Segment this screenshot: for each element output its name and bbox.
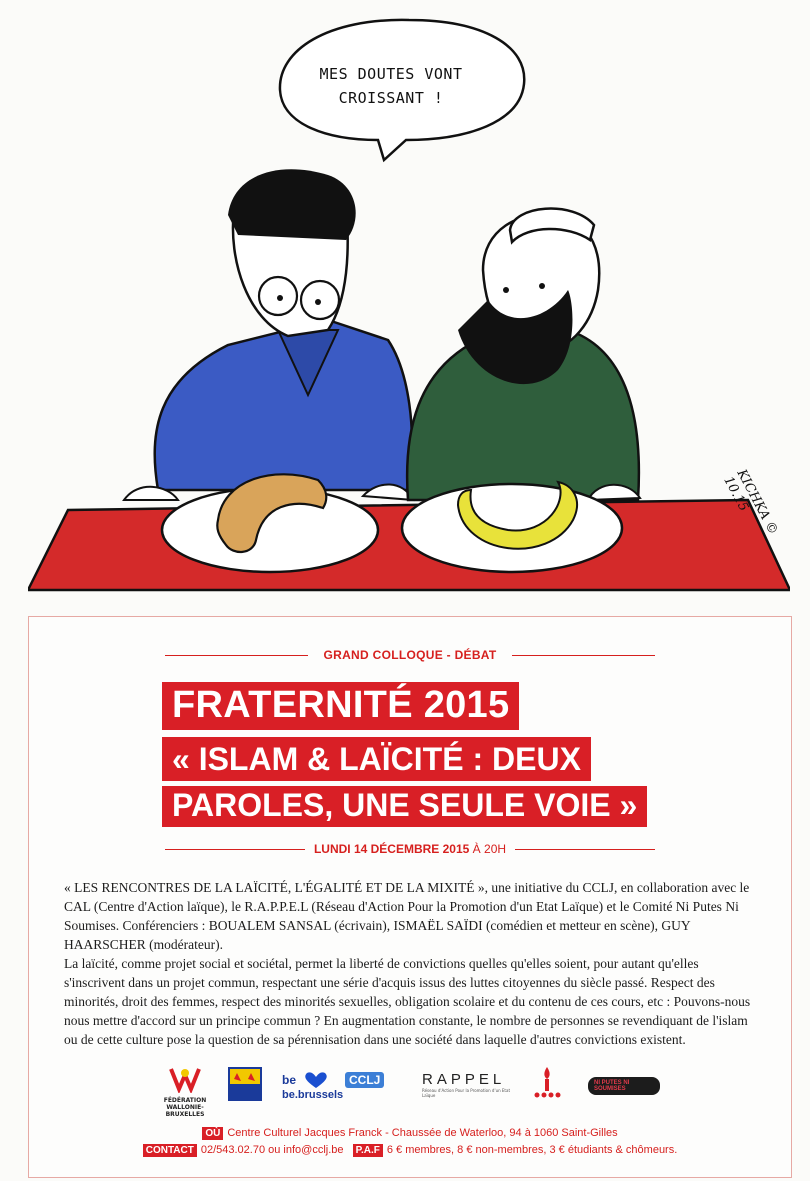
- logo-brussels-region: [228, 1067, 262, 1105]
- tag-paf: P.A.F: [353, 1144, 383, 1157]
- event-eyebrow: GRAND COLLOQUE - DÉBAT: [165, 648, 655, 662]
- location-text: Centre Culturel Jacques Franck - Chaussée de Waterloo, 94 à 1060 Saint-Gilles: [227, 1127, 618, 1139]
- federation-icon: [167, 1065, 203, 1093]
- logo-cclj: CCLJ: [345, 1069, 384, 1088]
- logo-rappel: RAPPEL Réseau d'Action Pour la Promotion d'un Etat Laïque: [422, 1071, 511, 1098]
- speech-text: [296, 62, 486, 110]
- partner-logos: [160, 1065, 660, 1118]
- event-description: [64, 878, 754, 1049]
- plate-right: [402, 484, 622, 572]
- speech-line-2: CROISSANT !: [338, 89, 444, 107]
- crest-icon: [228, 1067, 262, 1101]
- footer-location: [65, 1127, 755, 1140]
- artist-signature: KICHKA © 10.15: [720, 467, 781, 538]
- footer-contact: [65, 1144, 755, 1157]
- speech-line-1: MES DOUTES VONT: [319, 65, 463, 83]
- logo-federation: FÉDÉRATION WALLONIE-BRUXELLES: [160, 1065, 210, 1118]
- contact-text[interactable]: 02/543.02.70 ou info@cclj.be: [200, 1144, 344, 1156]
- man-right: [407, 209, 640, 500]
- event-date-time: À 20H: [469, 842, 507, 856]
- logo-be-brussels: be be.brussels: [282, 1069, 332, 1101]
- event-subtitle-line-2: PAROLES, UNE SEULE VOIE »: [162, 786, 647, 827]
- event-title: FRATERNITÉ 2015: [162, 682, 519, 730]
- tag-contact: CONTACT: [143, 1144, 197, 1157]
- tag-where: OÙ: [202, 1127, 223, 1140]
- event-date: [165, 842, 655, 856]
- torch-icon: [532, 1065, 562, 1099]
- event-date-day: LUNDI 14 DÉCEMBRE 2015: [313, 842, 470, 856]
- logo-npns: NI PUTES NI SOUMISES: [588, 1075, 660, 1095]
- heart-icon: [301, 1071, 331, 1089]
- price-text: 6 € membres, 8 € non-membres, 3 € étudiants & chômeurs.: [386, 1144, 678, 1156]
- description-paragraph-1: « LES RENCONTRES DE LA LAÏCITÉ, L'ÉGALITÉ ET DE LA MIXITÉ », une initiative du CCLJ, en collaboration avec le CAL (Centre d'Action laïque), le R.A.P.P.E.L (Réseau d'Action Pour la Promotion d'un Etat Laïque) et le Comité Ni Putes Ni Soumises. Conférenciers : BOUALEM SANSAL (écrivain), ISMAËL SAÏDI (comédien et metteur en scène), GUY HAARSCHER (modérateur).: [64, 880, 750, 952]
- description-paragraph-2: La laïcité, comme projet social et sociétal, permet la liberté de convictions quelles qu'elles soient, pour autant qu'elles s'inscrivent dans un projet commun, respectant une série d'acquis issus des luttes citoyennes du siècle passé. Respect des minorités, droit des femmes, respect des minorités sexuelles, obligation scolaire et du contenu de ces cours, etc : Pouvons-nous nous mettre d'accord sur un principe commun ? En augmentation constante, le nombre de personnes se revendiquant de l'islam ou de cette culture pose la question de sa pérennisation dans une société dans laquelle d'autres convictions existent.: [64, 956, 751, 1047]
- man-left: [124, 169, 413, 500]
- event-subtitle-line-1: « ISLAM & LAÏCITÉ : DEUX: [162, 737, 591, 781]
- logo-torch: [532, 1065, 562, 1103]
